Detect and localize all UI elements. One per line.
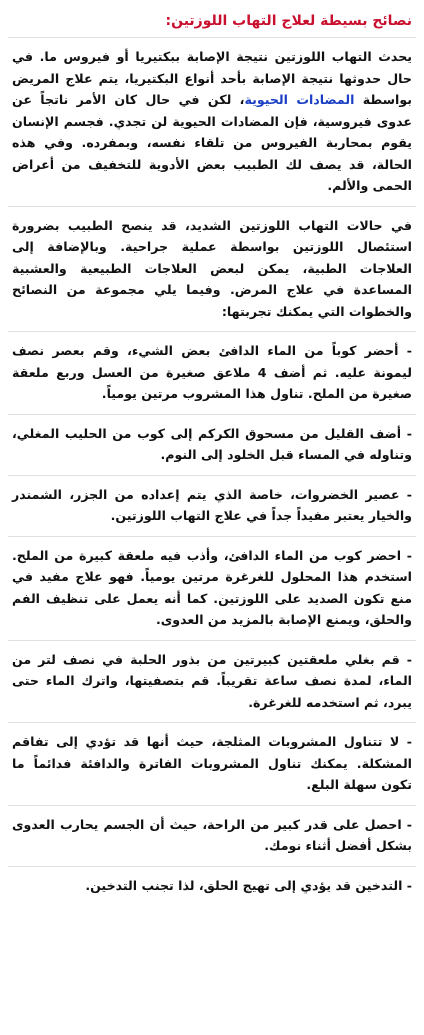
tip-rest: - احصل على قدر كبير من الراحة، حيث أن الجسم يحارب العدوى بشكل أفضل أثناء نومك. (8, 806, 416, 867)
tip-salt-gargle: - احضر كوب من الماء الدافئ، وأذب فيه ملعقة كبيرة من الملح. استخدم هذا المحلول للغرغرة مرتين يومياً. فهو علاج مفيد في منع تكون الصديد على اللوزتين. كما أنه يعمل على تنظيف الفم والحلق، ويمنع الإصابة بالمزيد من العدوى. (8, 537, 416, 641)
tip-no-smoking: - التدخين قد يؤدي إلى تهيج الحلق، لذا تجنب التدخين. (85, 877, 412, 893)
antibiotics-link[interactable]: المضادات الحيوية (244, 92, 355, 107)
intro-text-before-link: يحدث التهاب اللوزتين نتيجة الإصابة ببكتيريا أو فيروس ما. في حال حدوثها نتيجة الإصابة بأحد أنواع البكتيريا، يتم علاج المريض بواسطة (12, 49, 412, 107)
paragraph-treatments: في حالات التهاب اللوزتين الشديد، قد ينصح الطبيب بضرورة استئصال اللوزتين بواسطة عملية جراحية. وبالإضافة إلى العلاجات الطبية، يمكن لبعض العلاجات الطبيعية والعشبية المساعدة في علاج المرض. وفيما يلي مجموعة من النصائح والخطوات التي يمكنك تجربتها: (8, 207, 416, 333)
tip-fenugreek: - قم بغلي ملعقتين كبيرتين من بذور الحلبة في نصف لتر من الماء، لمدة نصف ساعة تقريباً. قم بتصفيتها، واترك الماء حتى يبرد، ثم استخدمه للغرغرة. (8, 641, 416, 724)
tip-avoid-cold-drinks: - لا تتناول المشروبات المثلجة، حيث أنها قد تؤدي إلى تفاقم المشكلة. يمكنك تناول المشروبات الفاترة والدافئة فدائماً ما تكون سهلة البلع. (8, 723, 416, 806)
intro-paragraph (8, 38, 416, 207)
tip-turmeric-milk: - أضف القليل من مسحوق الكركم إلى كوب من الحليب المغلي، وتناوله في المساء قبل الخلود إلى النوم. (8, 415, 416, 476)
intro-text-after-link: ، لكن في حال كان الأمر ناتجاً عن عدوى فيروسية، فإن المضادات الحيوية لن تجدي. فجسم الإنسان يقوم بمحاربة الفيروس من تلقاء نفسه، وبمفرده. وفي هذه الحالة، قد يصف لك الطبيب بعض الأدوية للتخفيف من أعراض الحمى والألم. (12, 92, 412, 193)
tip-lemon-honey: - أحضر كوباً من الماء الدافئ بعض الشيء، وقم بعصر نصف ليمونة عليه. ثم أضف 4 ملاعق صغيرة من العسل وربع ملعقة صغيرة من الملح. تناول هذا المشروب مرتين يومياً. (8, 332, 416, 415)
tip-vegetable-juice: - عصير الخضروات، خاصة الذي يتم إعداده من الجزر، الشمندر والخيار يعتبر مفيداً جداً في علاج التهاب اللوزتين. (8, 476, 416, 537)
article-title: نصائح بسيطة لعلاج التهاب اللوزتين: (8, 0, 416, 38)
